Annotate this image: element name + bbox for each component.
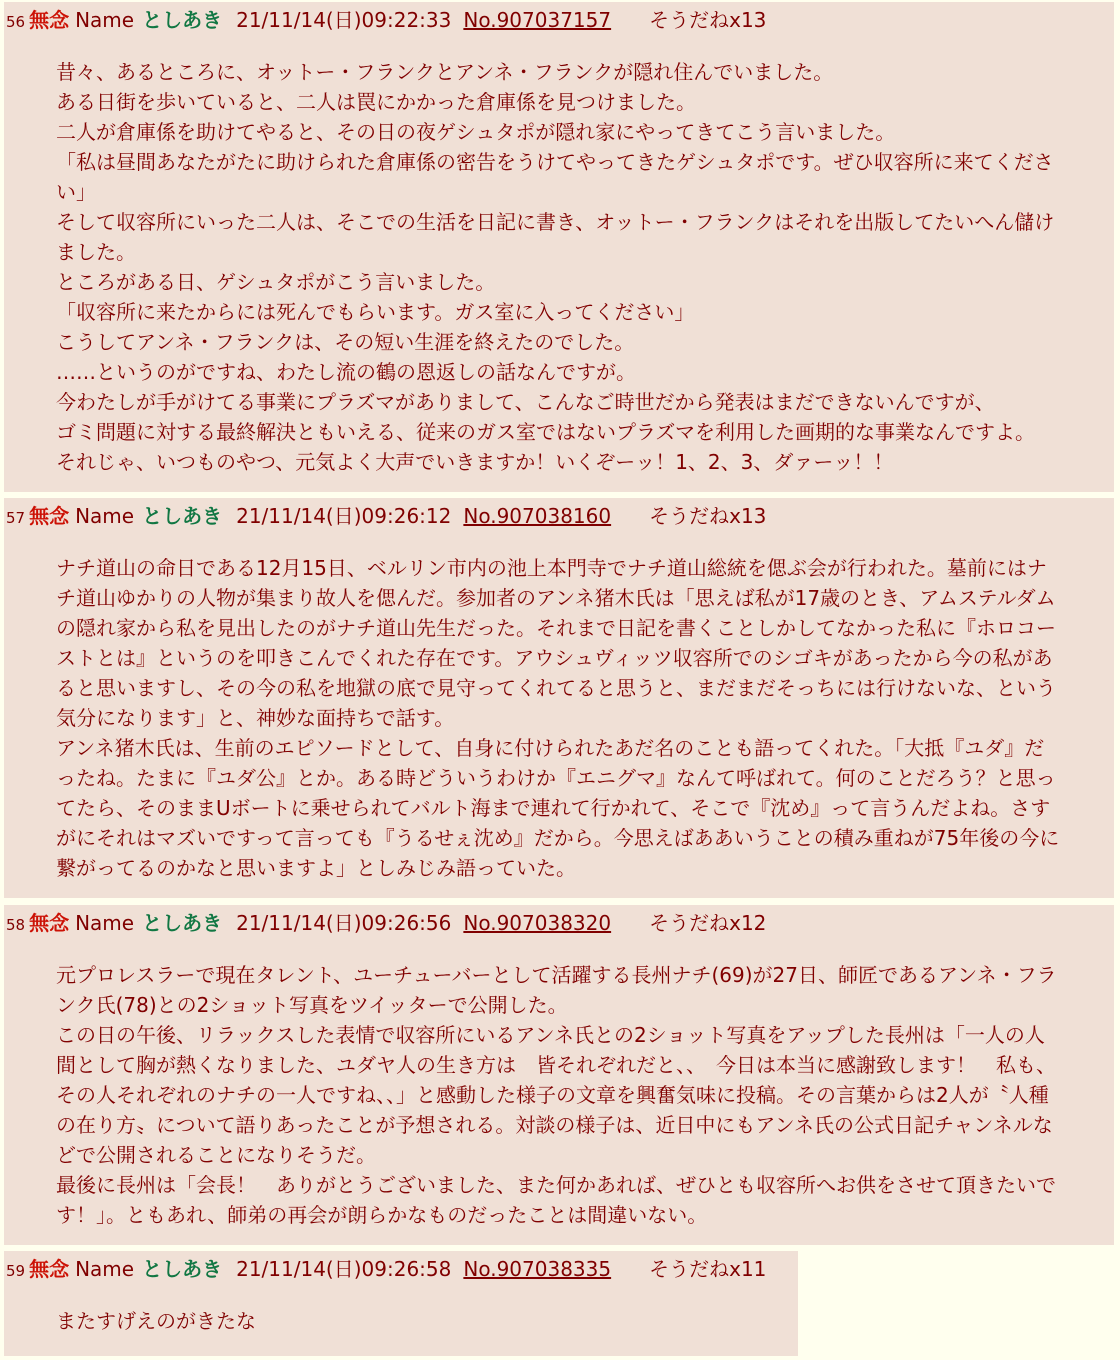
post-id-link[interactable]: No.907037157 bbox=[463, 8, 612, 32]
post-body: 元プロレスラーで現在タレント、ユーチューバーとして活躍する長州ナチ(69)が27日、師匠であるアンネ・フランク氏(78)との2ショット写真をツイッターで公開した。 この日の午後、リラックスした表情で収容所にいるアンネ氏との2ショット写真をアップした長州は「一人の人間として胸が熱くなりました、ユダヤ人の生き方は 皆それぞれだと、、 今日は本当に感謝致します！ 私も、その人それぞれのナチの一人ですね、、」と感動した様子の文章を興奮気味に投稿。その言葉からは2人が〝人種の在り方〟について語りあったことが予想される。対談の様子は、近日中にもアンネ氏の公式日記チャンネルなどで公開されることになりそうだ。 最後に長州は「会長！ ありがとうございました、また何かあれば、ぜひとも収容所へお供をさせて頂きたいです！」。ともあれ、師弟の再会が朗らかなものだったことは間違いない。 bbox=[56, 963, 1057, 1227]
post-id-link[interactable]: No.907038335 bbox=[463, 1257, 612, 1281]
post-58 bbox=[4, 905, 1114, 1245]
poster-name: としあき bbox=[142, 911, 223, 935]
sodane-button[interactable]: そうだねx13 bbox=[649, 8, 767, 32]
sodane-button[interactable]: そうだねx13 bbox=[649, 504, 767, 528]
post-date: 21/11/14(日)09:26:58 bbox=[236, 1257, 452, 1281]
post-date: 21/11/14(日)09:22:33 bbox=[236, 8, 452, 32]
post-subject: 無念 bbox=[29, 911, 70, 935]
post-header bbox=[6, 4, 766, 36]
post-57 bbox=[4, 498, 1114, 898]
name-label: Name bbox=[75, 911, 135, 935]
poster-name: としあき bbox=[142, 8, 223, 32]
post-date: 21/11/14(日)09:26:12 bbox=[236, 504, 452, 528]
post-body: またすげえのがきたな bbox=[56, 1309, 256, 1333]
post-id-link[interactable]: No.907038160 bbox=[463, 504, 612, 528]
post-id-link[interactable]: No.907038320 bbox=[463, 911, 612, 935]
name-label: Name bbox=[75, 8, 135, 32]
name-label: Name bbox=[75, 1257, 135, 1281]
post-subject: 無念 bbox=[29, 504, 70, 528]
post-header bbox=[6, 907, 766, 939]
post-subject: 無念 bbox=[29, 8, 70, 32]
post-59 bbox=[4, 1251, 798, 1356]
post-number: 58 bbox=[6, 916, 26, 934]
post-number: 56 bbox=[6, 13, 26, 31]
post-number: 57 bbox=[6, 509, 26, 527]
sodane-button[interactable]: そうだねx12 bbox=[649, 911, 767, 935]
post-56 bbox=[4, 2, 1114, 492]
post-header bbox=[6, 1253, 766, 1285]
sodane-button[interactable]: そうだねx11 bbox=[649, 1257, 767, 1281]
poster-name: としあき bbox=[142, 1257, 223, 1281]
post-subject: 無念 bbox=[29, 1257, 70, 1281]
post-body: ナチ道山の命日である12月15日、ベルリン市内の池上本門寺でナチ道山総統を偲ぶ会が行われた。墓前にはナチ道山ゆかりの人物が集まり故人を偲んだ。参加者のアンネ猪木氏は「思えば私が17歳のとき、アムステルダムの隠れ家から私を見出したのがナチ道山先生だった。それまで日記を書くことしかしてなかった私に『ホロコーストとは』というのを叩きこんでくれた存在です。アウシュヴィッツ収容所でのシゴキがあったから今の私があると思いますし、その今の私を地獄の底で見守ってくれてると思うと、まだまだそっちには行けないな、という気分になります」と、神妙な面持ちで話す。 アンネ猪木氏は、生前のエピソードとして、自身に付けられたあだ名のことも語ってくれた。「大抵『ユダ』だったね。たまに『ユダ公』とか。ある時どういうわけか『エニグマ』なんて呼ばれて。何のことだろう？と思ってたら、そのままUボートに乗せられてバルト海まで連れて行かれて、そこで『沈め』って言うんだよね。さすがにそれはマズいですって言っても『うるせぇ沈め』だから。今思えばああいうことの積み重ねが75年後の今に繋がってるのかなと思いますよ」としみじみ語っていた。 bbox=[56, 556, 1060, 880]
poster-name: としあき bbox=[142, 504, 223, 528]
name-label: Name bbox=[75, 504, 135, 528]
post-number: 59 bbox=[6, 1262, 26, 1280]
post-date: 21/11/14(日)09:26:56 bbox=[236, 911, 452, 935]
post-body: 昔々、あるところに、オットー・フランクとアンネ・フランクが隠れ住んでいました。 ある日街を歩いていると、二人は罠にかかった倉庫係を見つけました。 二人が倉庫係を助けてやると、その日の夜ゲシュタポが隠れ家にやってきてこう言いました。 「私は昼間あなたがたに助けられた倉庫係の密告をうけてやってきたゲシュタポです。ぜひ収容所に来てください」 そして収容所にいった二人は、そこでの生活を日記に書き、オットー・フランクはそれを出版してたいへん儲けました。 ところがある日、ゲシュタポがこう言いました。 「収容所に来たからには死んでもらいます。ガス室に入ってください」 こうしてアンネ・フランクは、その短い生涯を終えたのでした。 ……というのがですね、わたし流の鶴の恩返しの話なんですが。 今わたしが手がけてる事業にプラズマがありまして、こんなご時世だから発表はまだできないんですが、 ゴミ問題に対する最終解決ともいえる、従来のガス室ではないプラズマを利用した画期的な事業なんですよ。 それじゃ、いつものやつ、元気よく大声でいきますか！いくぞーッ！1、2、3、ダァーッ！！ bbox=[56, 60, 1055, 474]
post-header bbox=[6, 500, 766, 532]
